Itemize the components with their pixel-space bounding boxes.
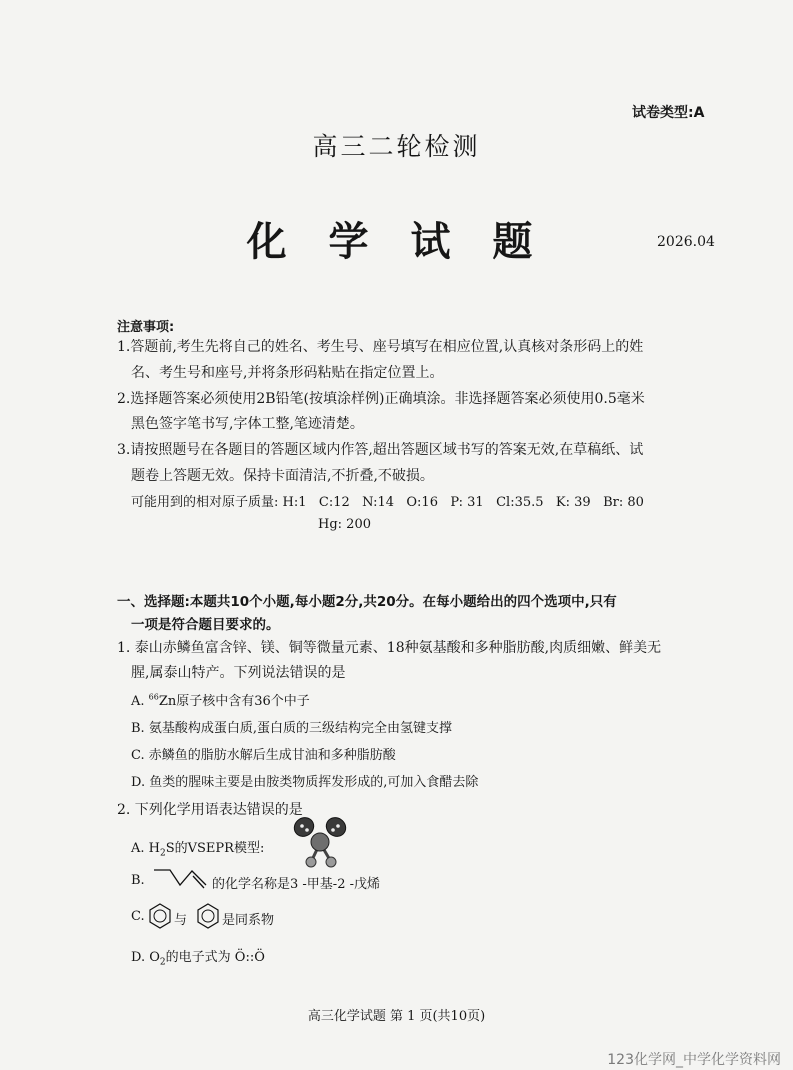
q2-option-b-label: B. bbox=[131, 873, 145, 888]
q1-option-d: D. 鱼类的腥味主要是由胺类物质挥发形成的,可加入食醋去除 bbox=[131, 775, 479, 790]
vsepr-model-icon bbox=[290, 813, 350, 871]
notice-heading: 注意事项: bbox=[117, 320, 175, 335]
q1-option-a: A. $^{66}$Zn原子核中含有36个中子 bbox=[131, 692, 310, 709]
q2-stem: 2. 下列化学用语表达错误的是 bbox=[117, 802, 303, 818]
section-1-heading-line-2: 一项是符合题目要求的。 bbox=[131, 617, 280, 633]
page-footer: 高三化学试题 第 1 页(共10页) bbox=[307, 1009, 486, 1024]
notice-item-2-line-1: 2.选择题答案必须使用2B铅笔(按填涂样例)正确填涂。非选择题答案必须使用0.5毫米 bbox=[117, 391, 645, 407]
notice-item-3-line-2: 题卷上答题无效。保持卡面清洁,不折叠,不破损。 bbox=[131, 468, 434, 484]
q1-option-b: B. 氨基酸构成蛋白质,蛋白质的三级结构完全由氢键支撑 bbox=[131, 721, 452, 736]
notice-item-2-line-2: 黑色签字笔书写,字体工整,笔迹清楚。 bbox=[131, 416, 364, 432]
q1-stem-line-2: 腥,属泰山特产。下列说法错误的是 bbox=[131, 665, 346, 681]
atomic-masses-line-2: Hg: 200 bbox=[318, 517, 371, 532]
notice-item-1-line-1: 1.答题前,考生先将自己的姓名、考生号、座号填写在相应位置,认真核对条形码上的姓 bbox=[117, 339, 644, 355]
q2-option-d: D. $O_2$的电子式为 Ö::Ö bbox=[131, 950, 265, 968]
atomic-masses-line-1: 可能用到的相对原子质量: H:1 C:12 N:14 O:16 P: 31 Cl:35.5 K: 39 Br: 80 bbox=[131, 495, 644, 510]
q2-option-c-mid: 与 bbox=[174, 913, 188, 928]
exam-title: 化 学 试 题 bbox=[246, 218, 547, 265]
q2-option-c-text: 是同系物 bbox=[222, 913, 275, 928]
q1-option-c: C. 赤鳞鱼的脂肪水解后生成甘油和多种脂肪酸 bbox=[131, 748, 396, 763]
exam-subtitle: 高三二轮检测 bbox=[312, 132, 481, 161]
notice-item-3-line-1: 3.请按照题号在各题目的答题区域内作答,超出答题区域书写的答案无效,在草稿纸、试 bbox=[117, 442, 644, 458]
q2-option-c-label: C. bbox=[131, 909, 145, 924]
electron-formula: Ö::Ö bbox=[234, 950, 265, 965]
exam-date: 2026.04 bbox=[657, 234, 715, 250]
q2-option-a: A. $H_2S$的VSEPR模型: bbox=[131, 841, 265, 859]
q1-stem-line-1: 1. 泰山赤鳞鱼富含锌、镁、铜等微量元素、18种氨基酸和多种脂肪酸,肉质细嫩、鲜美无 bbox=[117, 640, 662, 656]
notice-item-1-line-2: 名、考生号和座号,并将条形码粘贴在指定位置上。 bbox=[131, 365, 444, 381]
q2-option-b-text: 的化学名称是3 -甲基-2 -戊烯 bbox=[212, 877, 380, 892]
paper-type-label: 试卷类型:A bbox=[632, 105, 705, 121]
skeletal-formula-icon bbox=[152, 865, 212, 893]
benzene-ring-icon bbox=[148, 903, 172, 929]
section-1-heading-line-1: 一、选择题:本题共10个小题,每小题2分,共20分。在每小题给出的四个选项中,只有 bbox=[117, 594, 617, 610]
site-watermark: 123化学网_中学化学资料网 bbox=[607, 1052, 781, 1068]
benzene-ring-icon bbox=[196, 903, 220, 929]
